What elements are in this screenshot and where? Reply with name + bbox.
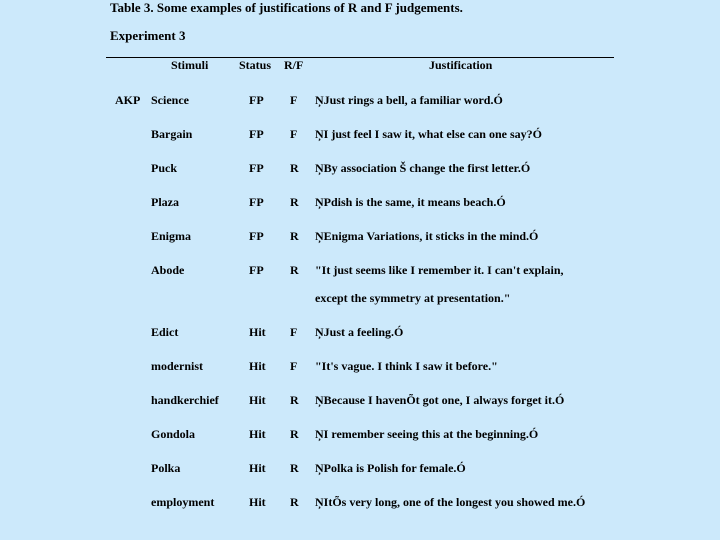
status-cell: FP	[249, 127, 264, 141]
status-cell: FP	[249, 229, 264, 243]
status-cell: FP	[249, 195, 264, 209]
justification-cell: ŅJust a feeling.Ó	[315, 325, 404, 339]
stimulus-cell: Gondola	[151, 427, 196, 441]
header-rf: R/F	[284, 58, 304, 72]
justification-cell: ŅItÕs very long, one of the longest you showed me.Ó	[315, 495, 586, 509]
status-cell: FP	[249, 161, 264, 175]
stimulus-cell: Science	[151, 93, 189, 107]
rf-cell: F	[290, 127, 298, 141]
rf-cell: R	[290, 495, 299, 509]
status-cell: Hit	[249, 495, 266, 509]
justification-cell: ŅI remember seeing this at the beginning.Ó	[315, 427, 539, 441]
status-cell: FP	[249, 263, 264, 277]
experiment-label: Experiment 3	[110, 28, 186, 43]
status-cell: Hit	[249, 325, 266, 339]
justification-cell: ŅEnigma Variations, it sticks in the mind.Ó	[315, 229, 539, 243]
rf-cell: F	[290, 359, 298, 373]
header-stimuli: Stimuli	[171, 58, 209, 72]
header-status: Status	[239, 58, 272, 72]
table-title: Table 3. Some examples of justifications of R and F judgements.	[110, 0, 463, 15]
rf-cell: R	[290, 263, 299, 277]
rf-cell: F	[290, 325, 298, 339]
justification-cell-continued: except the symmetry at presentation."	[315, 291, 511, 305]
rf-cell: R	[290, 195, 299, 209]
status-cell: FP	[249, 93, 264, 107]
stimulus-cell: Bargain	[151, 127, 193, 141]
subject-label: AKP	[115, 93, 141, 107]
stimulus-cell: Plaza	[151, 195, 179, 209]
justification-cell: "It's vague. I think I saw it before."	[315, 359, 498, 373]
rf-cell: R	[290, 427, 299, 441]
stimulus-cell: handkerchief	[151, 393, 219, 407]
status-cell: Hit	[249, 393, 266, 407]
stimulus-cell: modernist	[151, 359, 203, 373]
header-justification: Justification	[429, 58, 493, 72]
justification-cell: ŅJust rings a bell, a familiar word.Ó	[315, 93, 503, 107]
status-cell: Hit	[249, 461, 266, 475]
stimulus-cell: Abode	[151, 263, 185, 277]
justification-cell: ŅI just feel I saw it, what else can one say?Ó	[315, 127, 542, 141]
status-cell: Hit	[249, 427, 266, 441]
stimulus-cell: Enigma	[151, 229, 192, 243]
rf-cell: F	[290, 93, 298, 107]
stimulus-cell: Polka	[151, 461, 181, 475]
stimulus-cell: Puck	[151, 161, 178, 175]
justification-cell: "It just seems like I remember it. I can't explain,	[315, 263, 564, 277]
justification-cell: ŅBecause I havenÕt got one, I always forget it.Ó	[315, 393, 565, 407]
rf-cell: R	[290, 461, 299, 475]
rf-cell: R	[290, 393, 299, 407]
rf-cell: R	[290, 229, 299, 243]
justification-cell: ŅPdish is the same, it means beach.Ó	[315, 195, 506, 209]
justification-cell: ŅPolka is Polish for female.Ó	[315, 461, 466, 475]
status-cell: Hit	[249, 359, 266, 373]
rf-cell: R	[290, 161, 299, 175]
stimulus-cell: employment	[151, 495, 215, 509]
stimulus-cell: Edict	[151, 325, 179, 339]
justification-cell: ŅBy association Š change the first letter.Ó	[315, 161, 531, 175]
